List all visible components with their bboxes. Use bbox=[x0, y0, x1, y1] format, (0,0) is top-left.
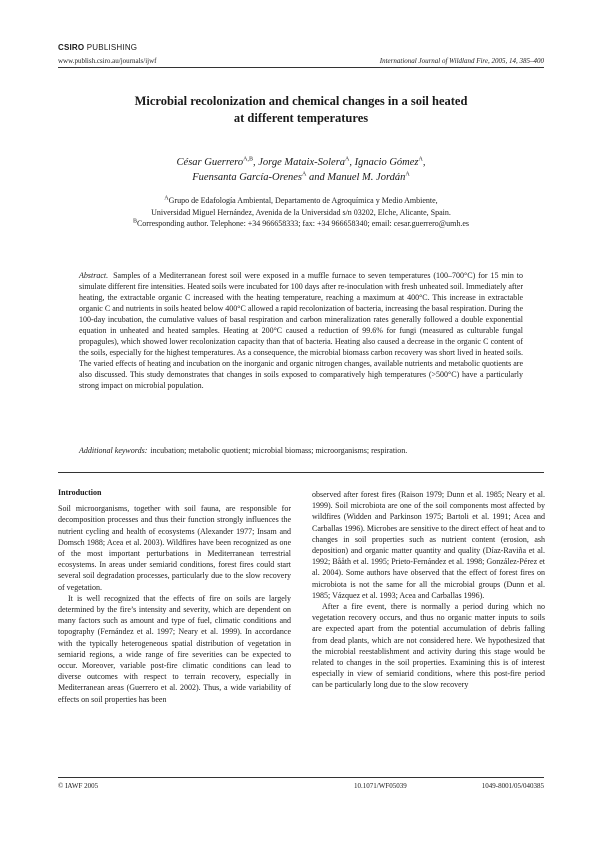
footer-rule bbox=[58, 777, 544, 778]
page-footer bbox=[58, 782, 544, 794]
abstract-rule bbox=[58, 472, 544, 473]
author-affil-marker: A bbox=[418, 156, 423, 163]
abstract-label: Abstract. bbox=[79, 271, 109, 280]
affiliations bbox=[58, 195, 544, 230]
header-rule bbox=[58, 67, 544, 68]
affil-marker: A bbox=[164, 195, 169, 202]
journal-url[interactable]: www.publish.csiro.au/journals/ijwf bbox=[58, 57, 157, 65]
title-line-2: at different temperatures bbox=[233, 111, 369, 125]
journal-citation: International Journal of Wildland Fire, 2005, 14, 385–400 bbox=[379, 57, 544, 65]
corresponding-author-text: Corresponding author. Telephone: +34 966658333; fax: +34 966658340; email: cesar.guerrero@umh.es bbox=[136, 219, 470, 228]
paragraph: observed after forest fires (Raison 1979; Dunn et al. 1985; Neary et al. 1999). Soil microbiota are one of the soil components most affected by wildfires (Widden and Parkinson 1975; Bartoli et al. 1991; Acea and Carballas 1996). Microbes are sensitive to the direct effect of heat and to changes in soil properties such as nutrient content (erosion, ash deposition) and organic matter quantity and quality (Díaz-Raviña et al. 1992; Bååth et al. 1995; Prieto-Fernández et al. 1998; González-Pérez et al. 2004). Some authors have observed that the effect of forest fires on microbiota is not the same for all the microbial groups (Dunn et al. 1985; Vázquez et al. 1993; Acea and Carballas 1996). bbox=[312, 490, 545, 600]
affiliation-a-line-2: Universidad Miguel Hernández, Avenida de la Universidad s/n 03202, Elche, Alicante, Spain. bbox=[151, 207, 451, 217]
keywords-text: incubation; metabolic quotient; microbial biomass; microorganisms; respiration. bbox=[150, 446, 408, 455]
author-name: Manuel M. Jordán bbox=[327, 172, 406, 183]
author-name: Ignacio Gómez bbox=[354, 157, 419, 168]
keywords-label: Additional keywords: bbox=[79, 446, 148, 455]
publisher-logo bbox=[58, 43, 137, 52]
abstract-text: Samples of a Mediterranean forest soil were exposed in a muffle furnace to seven temperatures (100–700°C) for 15 min to simulate different fire intensities. Heated soils were incubated for 100 days after re-inoculation with fresh unheated soil. Immediately after heating, the extractable organic C increased with the heating temperature, reaching a maximum at 400°C. This increase in extractable organic C and nutrients in soils heated below 400°C allowed a rapid recolonization of bacteria, increasing the basal respiration. During the 100-day incubation, the cumulative values of basal respiration and carbon mineralization rates generally followed a double exponential equation in unheated and heated samples. Heating at 200°C caused a reduction of 99.6% for fungi (measured as culturable fungal propagules), which showed lower recolonization capacity than that of bacteria. Heating also caused a decrease in the organic C content of the soils, especially for the highest temperatures. As a consequence, the microbial biomass carbon recovery was short lived in heated soils. The varied effects of heating and incubation on the inorganic and organic nitrogen changes, available nutrients and metabolic quotients are also discussed. This study demonstrates that changes in soils exposed to comparatively high temperatures (>500°C) have a particularly strong impact on microbial population. bbox=[79, 271, 523, 390]
paragraph: Soil microorganisms, together with soil fauna, are responsible for decomposition processes and thus their function strongly influences the nutrient cycling and health of ecosystems (Alexander 1977; Insam and Domsch 1988; Acea et al. 2003). Wildfires have been recognized as one of the most important perturbations in Mediterranean terrestrial ecosystems. In areas under semiarid conditions, forest fires could start several soil degradation processes, particularly due to the slow recovery of vegetation. bbox=[58, 504, 291, 592]
affiliation-a-line-1 bbox=[58, 195, 544, 207]
author-line-2 bbox=[58, 170, 544, 185]
publisher-name-bold: CSIRO bbox=[58, 43, 85, 52]
section-heading: Introduction bbox=[58, 488, 102, 497]
author-affil-marker: A bbox=[345, 156, 350, 163]
corresponding-author bbox=[58, 218, 544, 230]
author-line-1 bbox=[58, 155, 544, 170]
running-header bbox=[58, 55, 544, 67]
author-name: Fuensanta García-Orenes bbox=[192, 172, 302, 183]
author-conjunction: and bbox=[306, 172, 328, 183]
author-affil-marker: A,B bbox=[243, 156, 253, 163]
author-separator: , bbox=[349, 157, 355, 168]
keywords bbox=[79, 446, 523, 457]
author-list bbox=[58, 155, 544, 185]
copyright: © IAWF 2005 bbox=[58, 782, 99, 790]
author-name: Jorge Mataix-Solera bbox=[258, 157, 346, 168]
author-name: César Guerrero bbox=[176, 157, 244, 168]
affiliation-text: Grupo de Edafología Ambiental, Departamento de Agroquímica y Medio Ambiente, bbox=[168, 196, 438, 205]
column-left bbox=[58, 487, 291, 705]
affil-marker: B bbox=[132, 218, 137, 225]
paragraph: It is well recognized that the effects of fire on soils are largely determined by the fire’s intensity and severity, which are dependent on many factors such as amount and type of fuel, climatic conditions and topography (Fernández et al. 1997; Neary et al. 1999). In accordance with the typically heterogeneous spatial distribution of vegetation in semiarid regions, a wide range of fire severities can be expected to occur. Moreover, variable post-fire climatic conditions can lead to diverse outcomes with respect to terrain recovery, especially in Mediterranean areas (Guerrero et al. 2002). Thus, a wide variability of effects on soil properties has been bbox=[58, 593, 291, 704]
author-affil-marker: A bbox=[405, 171, 410, 178]
paragraph: After a fire event, there is normally a period during which no vegetation recovery occurs, and thus no organic matter inputs to soils are expected apart from the potential accumulation of debris falling from dead plants, which are not considered here. We hypothesized that the microbial reestablishment and activity during this stage would be related to changes in the soil properties. Examining this is of interest especially in view of semiarid conditions, where this post-fire period can be particularly long due to the slow recovery bbox=[312, 602, 545, 690]
author-separator: , bbox=[252, 157, 259, 168]
publisher-name-rest: PUBLISHING bbox=[84, 43, 138, 52]
doi[interactable]: 10.1071/WF05039 bbox=[354, 782, 407, 790]
author-separator: , bbox=[422, 157, 426, 168]
column-right bbox=[312, 489, 545, 691]
article-title bbox=[58, 93, 544, 127]
issn: 1049-8001/05/040385 bbox=[481, 782, 544, 790]
title-line-1: Microbial recolonization and chemical changes in a soil heated bbox=[134, 94, 468, 108]
abstract bbox=[79, 271, 523, 391]
author-affil-marker: A bbox=[302, 171, 307, 178]
